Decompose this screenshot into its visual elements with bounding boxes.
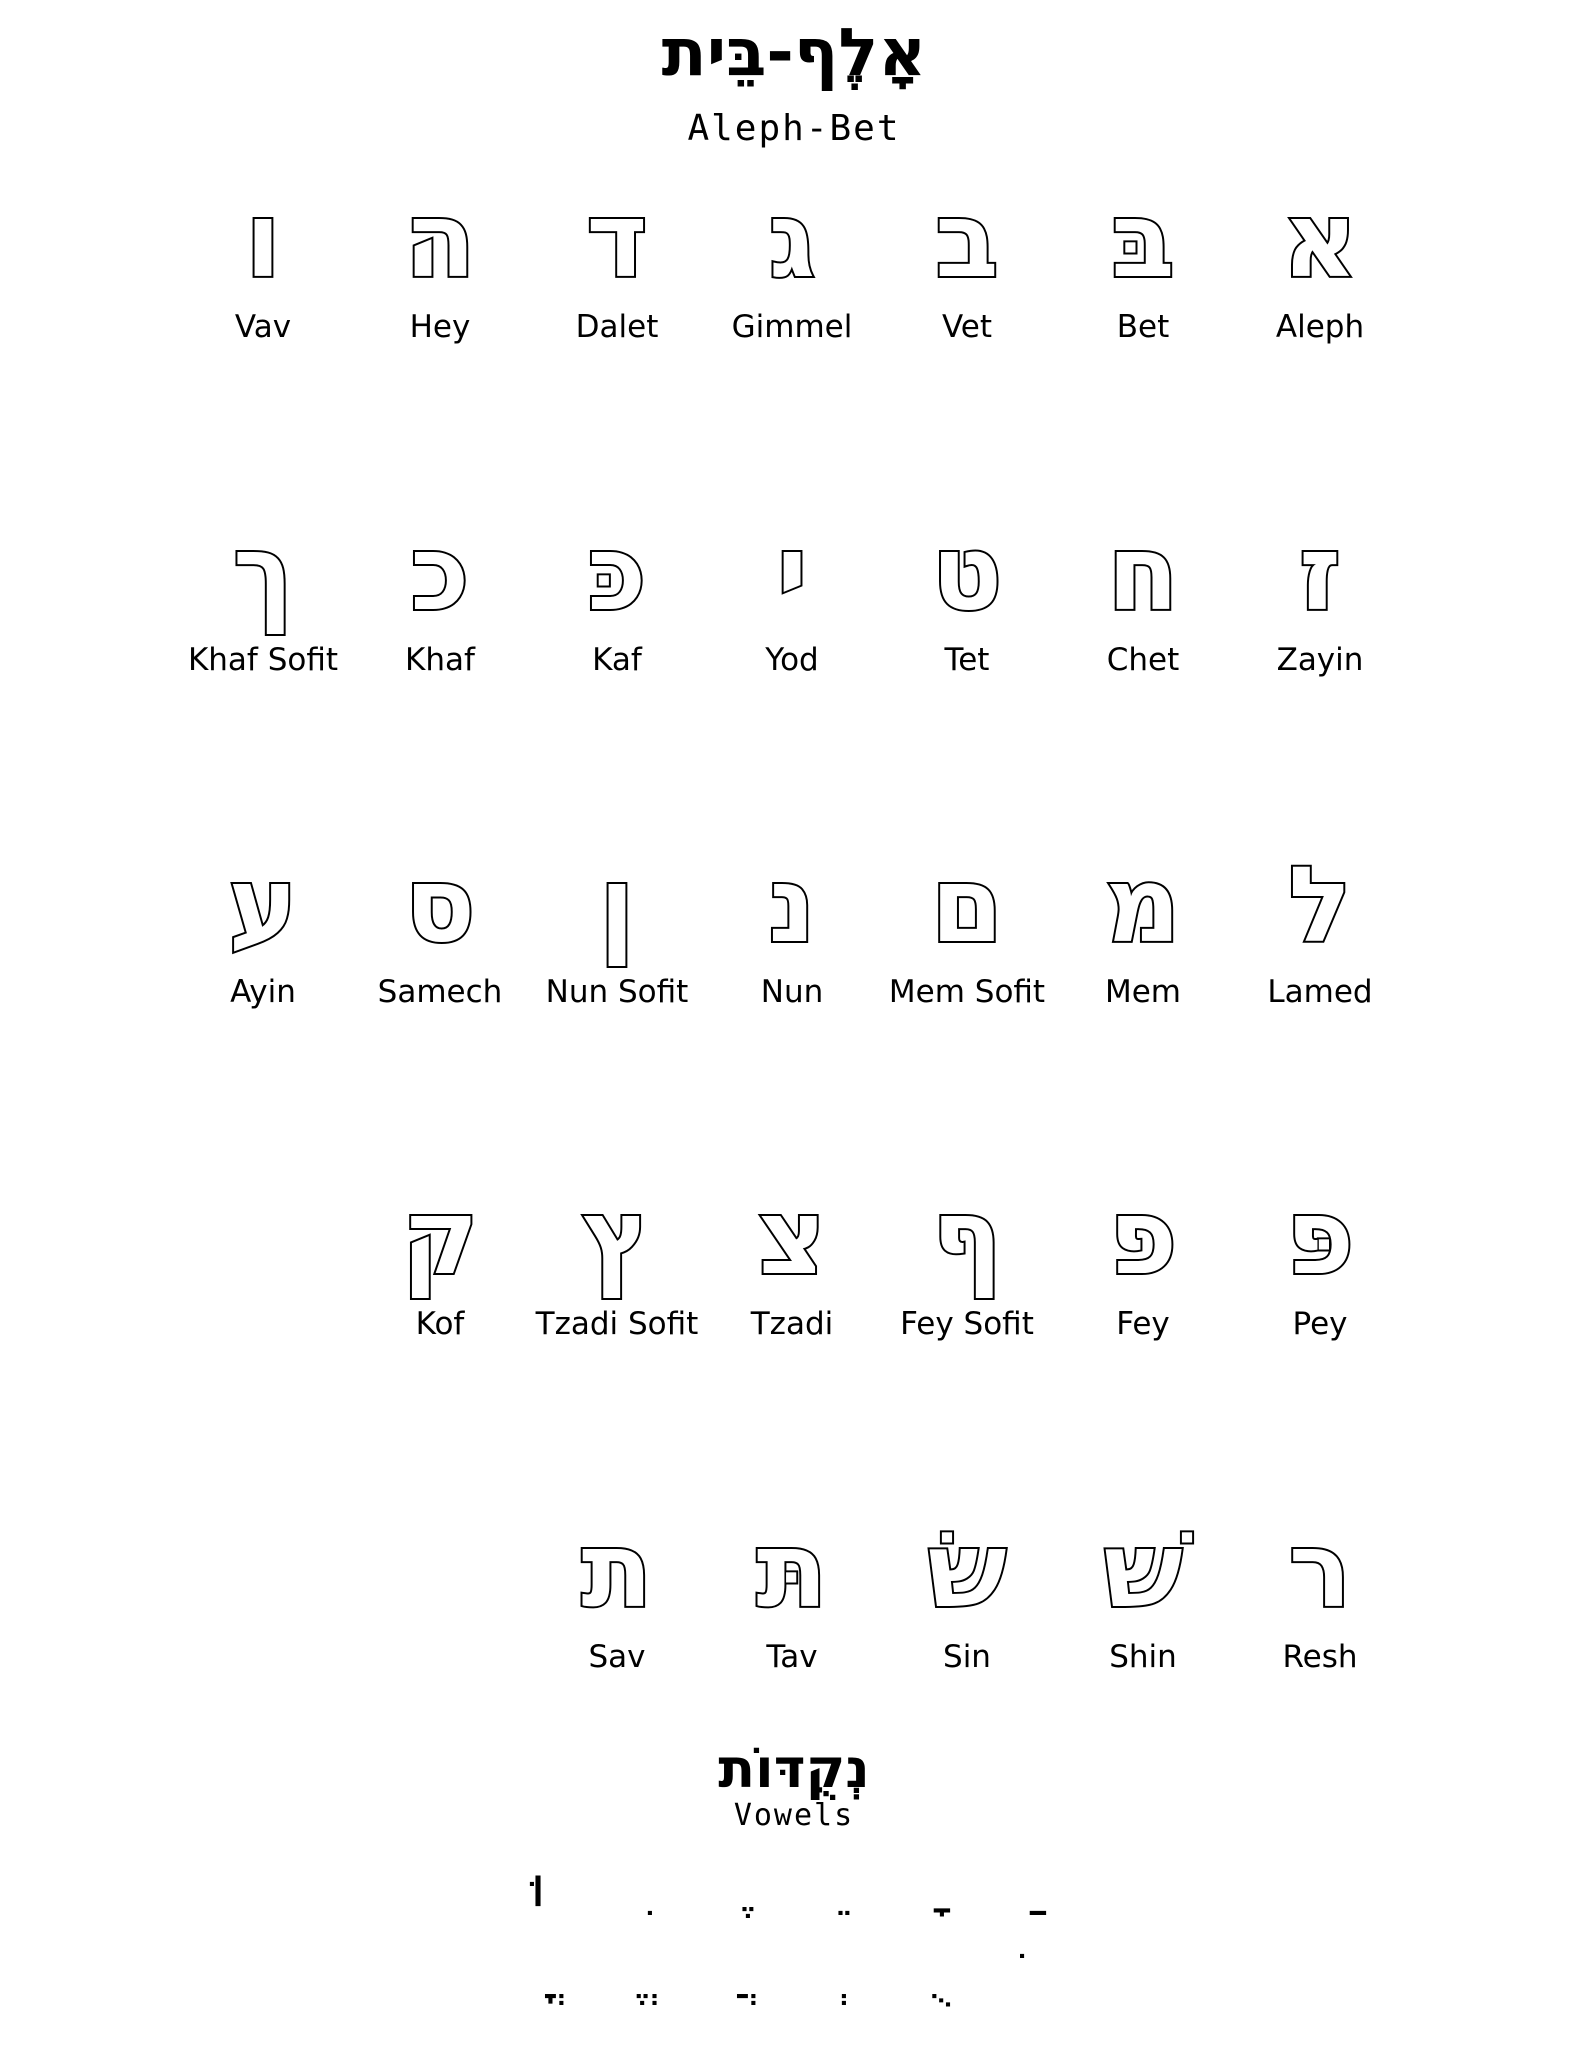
vowel-mark [796,1945,856,2005]
letter-name: Nun [760,974,824,1010]
letter-card [350,844,530,1010]
letter-name: Resh [1282,1639,1358,1675]
letter-glyph: ס [404,844,476,966]
letter-glyph: ז [1299,512,1341,634]
letter-name: Dalet [575,309,659,345]
letter-card [877,179,1057,345]
letter-name: Mem Sofit [888,974,1046,1010]
letter-name: Fey Sofit [900,1306,1034,1342]
letter-name: Kaf [592,642,642,678]
vowel-mark [796,1858,856,1918]
page-title-hebrew: אָלֶף-בֵּית [661,14,927,91]
letter-name: Shin [1109,1639,1177,1675]
letter-name: Aleph [1275,309,1365,345]
letter-glyph: נ [768,844,816,966]
letter-card [877,844,1057,1010]
vowel-mark [700,1945,760,2005]
letter-card [350,179,530,345]
letter-name: Khaf [405,642,475,678]
letter-name: Sin [943,1639,991,1675]
letter-card [702,512,882,678]
letter-glyph: ת [581,1509,653,1631]
letter-name: Tet [944,642,990,678]
vowel-mark [508,1945,568,2005]
letter-glyph: ר [1288,1509,1352,1631]
letter-glyph: שׁ [1103,1509,1183,1631]
vowels-title-english: Vowels [733,1798,855,1833]
letter-glyph: תּ [756,1509,828,1631]
letter-glyph: ט [931,512,1003,634]
letter-card [173,179,353,345]
letter-name: Tzadi [750,1306,834,1342]
letter-glyph: מ [1105,844,1181,966]
letter-name: Ayin [230,974,296,1010]
letter-card [1053,1509,1233,1675]
letter-card [1053,1176,1233,1342]
letter-name: Fey [1116,1306,1170,1342]
letter-card [1230,844,1410,1010]
letter-card [350,512,530,678]
letter-name: Bet [1116,309,1170,345]
letter-glyph: פּ [1285,1176,1355,1298]
letter-glyph: בּ [1111,179,1175,301]
vowel-mark [894,1858,954,1918]
vowel-mark [894,1945,954,2005]
letter-card [1230,179,1410,345]
letter-glyph: ע [228,844,298,966]
letter-glyph: א [1282,179,1358,301]
letter-glyph: ח [1107,512,1179,634]
letter-name: Sav [588,1639,646,1675]
letter-card [877,512,1057,678]
letter-card [527,512,707,678]
letter-name: Gimmel [731,309,853,345]
letter-glyph: ם [930,844,1004,966]
vowel-mark [990,1945,1050,2005]
vowel-mark: וּ [530,1855,546,1920]
letter-name: Nun Sofit [545,974,689,1010]
letter-name: Tav [766,1639,818,1675]
letter-card [702,844,882,1010]
letter-name: Khaf Sofit [187,642,339,678]
letter-card [350,1176,530,1342]
letter-card [877,1509,1057,1675]
letter-glyph: כ [410,512,470,634]
letter-glyph: ן [599,844,635,966]
vowel-mark [602,1945,662,2005]
letter-name: Vet [941,309,993,345]
letter-glyph: ג [768,179,816,301]
letter-glyph: ל [1288,844,1352,966]
letter-glyph: ץ [582,1176,652,1298]
letter-glyph: ק [401,1176,479,1298]
letter-name: Pey [1292,1306,1348,1342]
letter-name: Vav [234,309,292,345]
letter-glyph: ה [404,179,476,301]
letter-name: Tzadi Sofit [535,1306,699,1342]
vowel-mark [602,1858,662,1918]
letter-name: Mem [1104,974,1182,1010]
letter-card [1230,1176,1410,1342]
letter-name: Kof [415,1306,465,1342]
letter-card [527,1176,707,1342]
letter-name: Samech [377,974,503,1010]
letter-card [527,179,707,345]
letter-card [702,1509,882,1675]
letter-card [1053,512,1233,678]
letter-glyph: ך [232,512,294,634]
letter-glyph: ד [586,179,648,301]
letter-glyph: צ [758,1176,826,1298]
letter-card [1230,1509,1410,1675]
letter-card [173,844,353,1010]
letter-glyph: ב [935,179,999,301]
letter-name: Hey [409,309,471,345]
letter-name: Chet [1106,642,1180,678]
vowel-mark [700,1858,760,1918]
letter-glyph: ו [245,179,281,301]
letter-glyph: כּ [587,512,647,634]
letter-card [877,1176,1057,1342]
vowel-mark [990,1858,1050,1918]
letter-glyph: ף [931,1176,1003,1298]
vowels-title-hebrew: נְקֻדּוֹת [718,1737,870,1800]
letter-card [702,1176,882,1342]
letter-name: Zayin [1276,642,1364,678]
letter-card [702,179,882,345]
letter-name: Lamed [1267,974,1373,1010]
letter-card [1230,512,1410,678]
letter-card [173,512,353,678]
letter-glyph: פ [1108,1176,1178,1298]
letter-glyph: שׂ [927,1509,1007,1631]
letter-name: Yod [765,642,819,678]
letter-card [527,1509,707,1675]
letter-card [1053,844,1233,1010]
letter-card [527,844,707,1010]
letter-card [1053,179,1233,345]
letter-glyph: י [776,512,808,634]
page-title-english: Aleph-Bet [687,108,901,149]
